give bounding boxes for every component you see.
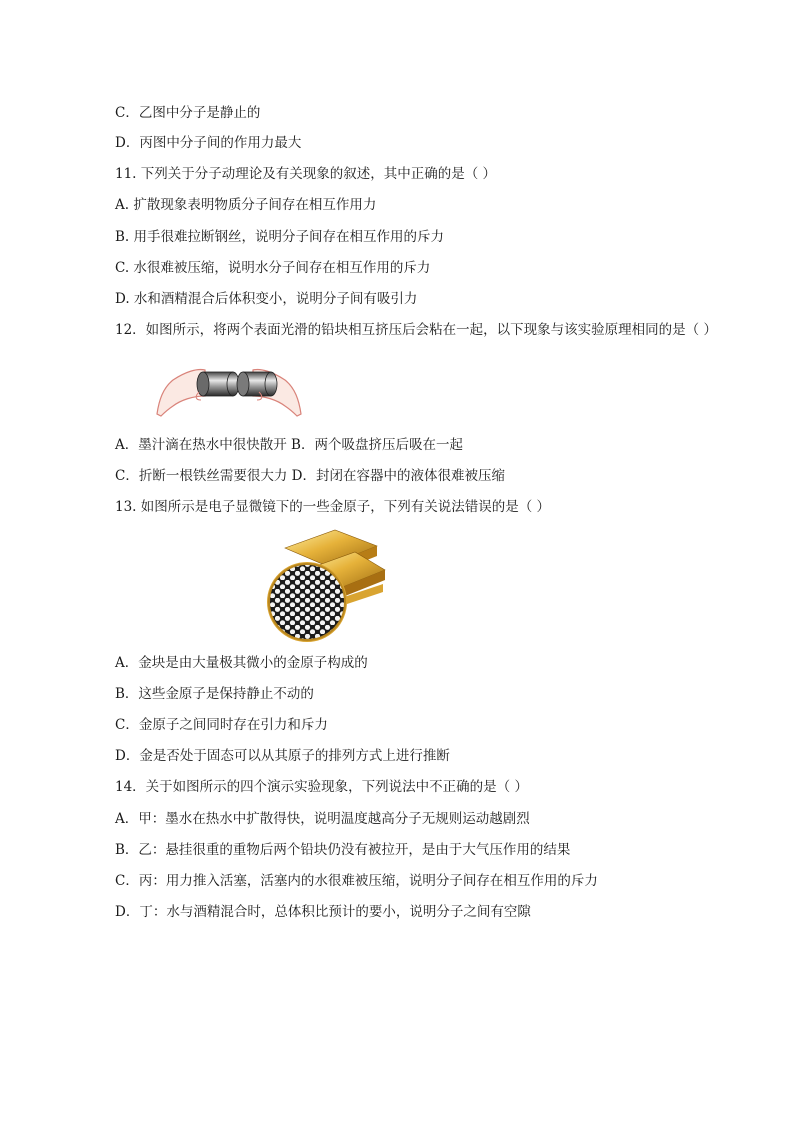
lead-blocks-figure	[155, 352, 303, 418]
q13-stem: 13. 如图所示是电子显微镜下的一些金原子，下列有关说法错误的是（ ）	[115, 499, 551, 515]
q11-option-a: A. 扩散现象表明物质分子间存在相互作用力	[115, 197, 377, 213]
q14-option-b: B．乙：悬挂很重的重物后两个铅块仍没有被拉开，是由于大气压作用的结果	[115, 842, 571, 858]
q12-options-cd: C．折断一根铁丝需要很大力 D．封闭在容器中的液体很难被压缩	[115, 468, 505, 484]
q11-option-c: C. 水很难被压缩，说明水分子间存在相互作用的斥力	[115, 260, 431, 276]
q11-option-b: B. 用手很难拉断钢丝，说明分子间存在相互作用的斥力	[115, 229, 445, 245]
q13-option-b: B．这些金原子是保持静止不动的	[115, 686, 314, 702]
q11-stem: 11. 下列关于分子动理论及有关现象的叙述，其中正确的是（ ）	[115, 166, 497, 182]
q10-option-c: C．乙图中分子是静止的	[115, 105, 261, 121]
right-lead-cylinder	[237, 372, 277, 396]
q13-option-c: C．金原子之间同时存在引力和斥力	[115, 717, 328, 733]
q12-stem: 12．如图所示，将两个表面光滑的铅块相互挤压后会粘在一起，以下现象与该实验原理相同的是（ ）	[115, 322, 717, 338]
q14-option-a: A．甲：墨水在热水中扩散得快，说明温度越高分子无规则运动越剧烈	[115, 811, 530, 827]
gold-atoms-figure	[265, 526, 387, 644]
q14-option-d: D．丁：水与酒精混合时，总体积比预计的要小，说明分子之间有空隙	[115, 904, 531, 920]
q10-option-d: D．丙图中分子间的作用力最大	[115, 135, 302, 151]
q13-option-d: D．金是否处于固态可以从其原子的排列方式上进行推断	[115, 748, 450, 764]
q13-option-a: A．金块是由大量极其微小的金原子构成的	[115, 655, 368, 671]
q11-option-d: D. 水和酒精混合后体积变小，说明分子间有吸引力	[115, 291, 418, 307]
q14-stem: 14．关于如图所示的四个演示实验现象，下列说法中不正确的是（ ）	[115, 779, 528, 795]
left-lead-cylinder	[197, 372, 239, 396]
q12-options-ab: A．墨汁滴在热水中很快散开 B．两个吸盘挤压后吸在一起	[115, 437, 463, 453]
q14-option-c: C．丙：用力推入活塞，活塞内的水很难被压缩，说明分子间存在相互作用的斥力	[115, 873, 598, 889]
